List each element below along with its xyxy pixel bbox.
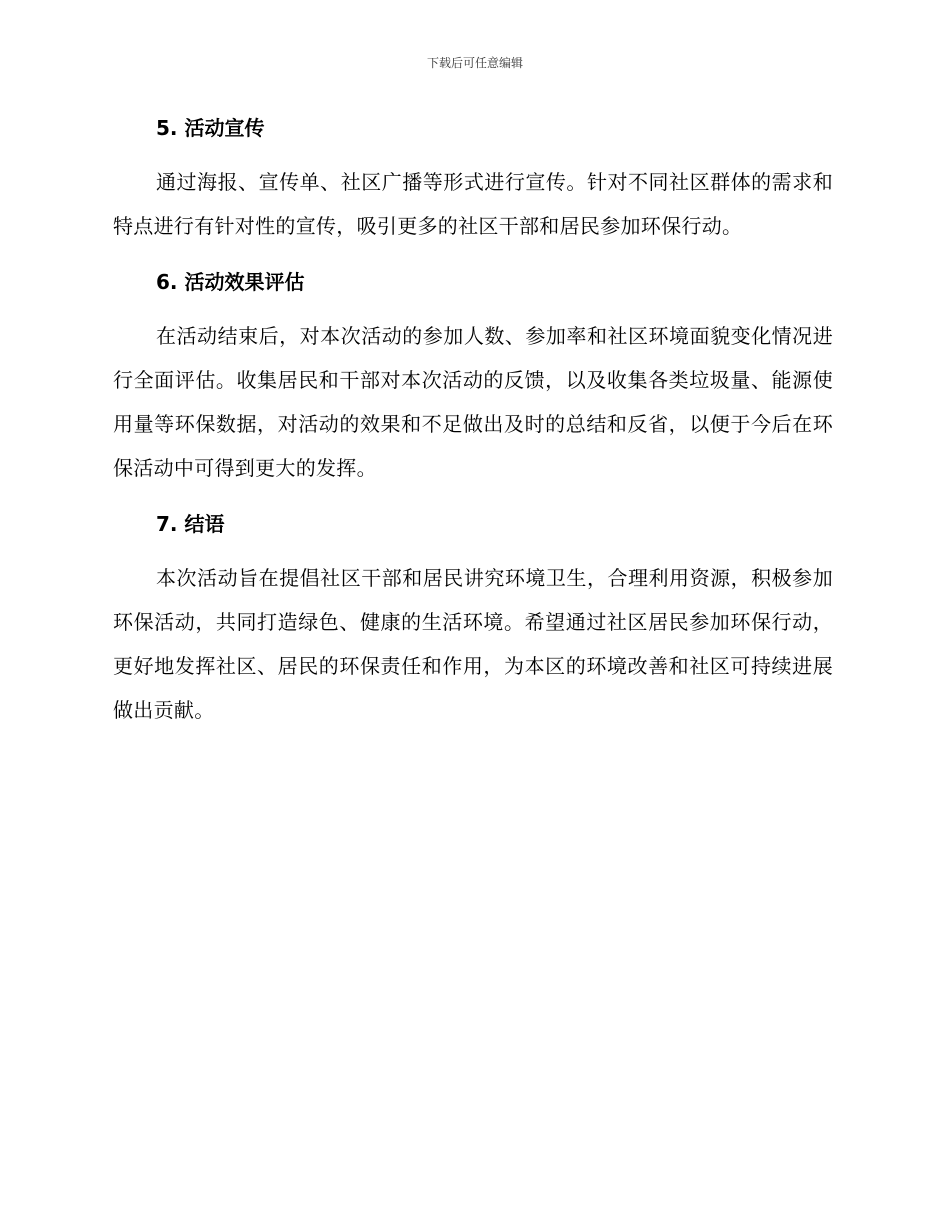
section-title-5: 5. 活动宣传 [156, 116, 265, 140]
section-title-6: 6. 活动效果评估 [156, 270, 305, 294]
section-title-7: 7. 结语 [156, 512, 225, 536]
section-body-7: 本次活动旨在提倡社区干部和居民讲究环境卫生，合理利用资源，积极参加环保活动，共同打造绿色、健康的生活环境。希望通过社区居民参加环保行动，更好地发挥社区、居民的环保责任和作用，为本区的环境改善和社区可持续进展做出贡献。 [113, 566, 833, 722]
document-content [113, 110, 833, 732]
section-body-5: 通过海报、宣传单、社区广播等形式进行宣传。针对不同社区群体的需求和特点进行有针对性的宣传，吸引更多的社区干部和居民参加环保行动。 [113, 170, 833, 238]
section-body-6: 在活动结束后，对本次活动的参加人数、参加率和社区环境面貌变化情况进行全面评估。收集居民和干部对本次活动的反馈，以及收集各类垃圾量、能源使用量等环保数据，对活动的效果和不足做出及时的总结和反省，以便于今后在环保活动中可得到更大的发挥。 [113, 324, 833, 480]
page-header: 下载后可任意编辑 [426, 56, 523, 70]
